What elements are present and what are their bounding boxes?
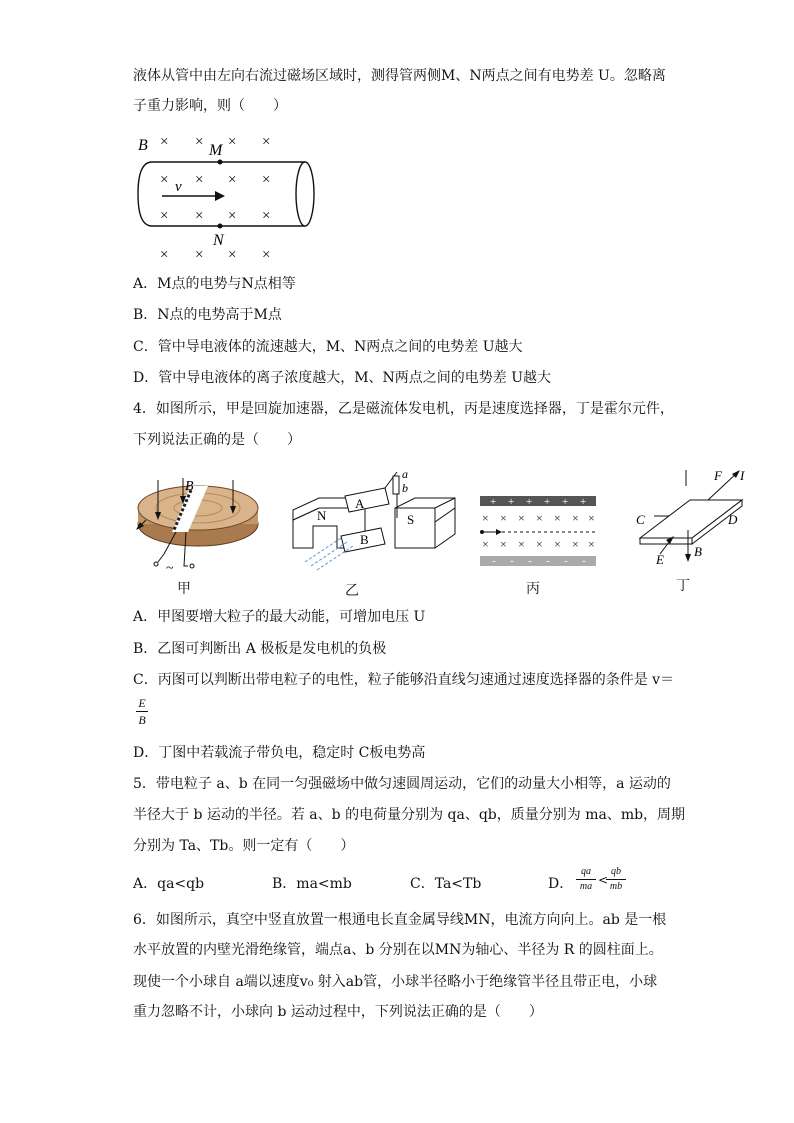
q3-stem-line1: 液体从管中由左向右流过磁场区域时，测得管两侧M、N两点之间有电势差 U。忽略离 [133, 68, 666, 84]
mhd-label-b-plate: B [360, 532, 369, 547]
svg-text:×: × [518, 537, 525, 551]
ma-denominator: ma [579, 881, 593, 892]
point-n-dot [218, 224, 223, 229]
q5-option-c: C．Ta<Tb [410, 876, 482, 892]
pipe-right-end [296, 162, 314, 226]
hall-label-d: D [728, 512, 738, 527]
svg-text:×: × [195, 172, 204, 188]
q6-stem-line3: 现使一个小球自 a端以速度v₀ 射入ab管，小球半径略小于绝缘管半径且带正电，小球 [133, 974, 658, 990]
svg-text:×: × [572, 537, 579, 551]
svg-text:×: × [228, 134, 237, 150]
hall-label-f: F [714, 468, 722, 483]
svg-text:+: + [580, 496, 587, 508]
svg-text:-: - [582, 555, 586, 567]
svg-text:×: × [572, 511, 579, 525]
caption-jia: 甲 [177, 581, 191, 597]
hall-label-b: B [694, 544, 702, 559]
qa-numerator: qa [581, 866, 591, 877]
svg-text:×: × [262, 134, 271, 150]
q3-option-b: B．N点的电势高于M点 [133, 307, 282, 323]
q6-stem-line4: 重力忽略不计，小球向 b 运动过程中，下列说法正确的是（ ） [133, 1004, 543, 1020]
mhd-label-b: b [402, 481, 408, 495]
caption-bing: 丙 [526, 581, 540, 597]
point-label-m: M [209, 142, 223, 159]
svg-text:×: × [536, 537, 543, 551]
mb-denominator: mb [609, 881, 623, 892]
mhd-label-s: S [407, 512, 415, 527]
svg-text:×: × [536, 511, 543, 525]
svg-text:×: × [482, 511, 489, 525]
svg-text:×: × [588, 537, 595, 551]
caption-yi: 乙 [345, 583, 359, 599]
field-label-b: B [138, 137, 148, 154]
q3-option-c: C．管中导电液体的流速越大，M、N两点之间的电势差 U越大 [133, 339, 523, 355]
svg-text:×: × [518, 511, 525, 525]
q5-option-d-right-fraction [606, 866, 626, 893]
svg-text:+: + [508, 496, 515, 508]
svg-text:×: × [195, 134, 204, 150]
svg-text:×: × [262, 208, 271, 224]
cyclotron-label-b: B [185, 479, 194, 494]
mhd-generator-figure [285, 462, 460, 574]
q5-stem-line3: 分别为 Ta、Tb。则一定有（ ） [133, 838, 355, 854]
q4-option-c-fraction [136, 696, 148, 727]
q3-option-d: D．管中导电液体的离子浓度越大，M、N两点之间的电势差 U越大 [133, 370, 552, 386]
q5-option-a: A．qa<qb [133, 876, 205, 892]
svg-text:×: × [228, 247, 237, 263]
svg-text:×: × [262, 247, 271, 263]
svg-text:×: × [195, 247, 204, 263]
svg-text:×: × [482, 537, 489, 551]
qb-numerator: qb [611, 866, 621, 877]
svg-text:×: × [554, 511, 561, 525]
svg-text:+: + [526, 496, 533, 508]
velocity-selector-figure [474, 492, 604, 572]
velocity-label-v: v [175, 179, 182, 195]
svg-text:-: - [564, 555, 568, 567]
point-m-dot [218, 160, 223, 165]
q4-option-c: C．丙图可以判断出带电粒子的电性，粒子能够沿直线匀速通过速度选择器的条件是 v＝ [133, 672, 675, 688]
svg-text:-: - [528, 555, 532, 567]
mhd-label-a-plate: A [355, 496, 365, 511]
cyclotron-label-tilde: ~ [166, 561, 174, 576]
svg-text:×: × [160, 134, 169, 150]
fraction-bar [576, 879, 596, 880]
fraction-numerator: E [138, 696, 146, 710]
svg-text:×: × [262, 172, 271, 188]
q4-stem-line2: 下列说法正确的是（ ） [133, 432, 301, 448]
q3-stem-line2: 子重力影响，则（ ） [133, 98, 287, 114]
svg-text:×: × [500, 537, 507, 551]
cyclotron-figure [128, 466, 268, 576]
svg-text:×: × [500, 511, 507, 525]
svg-text:×: × [195, 208, 204, 224]
svg-text:-: - [492, 555, 496, 567]
q3-option-a: A．M点的电势与N点相等 [133, 276, 296, 292]
q5-option-b: B．ma<mb [272, 876, 352, 892]
caption-ding: 丁 [676, 578, 690, 594]
fraction-denominator: B [138, 713, 146, 727]
point-label-n: N [213, 232, 224, 249]
svg-text:+: + [544, 496, 551, 508]
mhd-label-a: a [402, 467, 408, 481]
less-than-sign: < [598, 873, 609, 887]
bottom-plate [480, 556, 596, 566]
svg-text:+: + [562, 496, 569, 508]
svg-text:×: × [160, 172, 169, 188]
q5-stem-line2: 半径大于 b 运动的半径。若 a、b 的电荷量分别为 qa、qb，质量分别为 ma、mb，周期 [133, 807, 686, 823]
q4-option-a: A．甲图要增大粒子的最大动能，可增加电压 U [133, 609, 426, 625]
mhd-label-n: N [317, 508, 327, 523]
fraction-bar [136, 711, 148, 712]
q4-option-d: D．丁图中若载流子带负电，稳定时 C板电势高 [133, 745, 426, 761]
hall-label-e: E [656, 552, 664, 567]
top-plate [480, 496, 596, 506]
q6-stem-line1: 6．如图所示，真空中竖直放置一根通电长直金属导线MN，电流方向向上。ab 是一根 [133, 912, 667, 928]
svg-text:×: × [228, 208, 237, 224]
q5-option-d-left-fraction [576, 866, 596, 893]
fraction-bar [606, 879, 626, 880]
hall-label-i: I [740, 468, 745, 483]
q5-option-d-prefix: D． [548, 876, 574, 892]
q6-stem-line2: 水平放置的内壁光滑绝缘管，端点a、b 分别在以MN为轴心、半径为 R 的圆柱面上。 [133, 942, 663, 958]
svg-text:-: - [546, 555, 550, 567]
svg-text:×: × [160, 247, 169, 263]
q5-stem-line1: 5．带电粒子 a、b 在同一匀强磁场中做匀速圆周运动，它们的动量大小相等，a 运动的 [133, 776, 671, 792]
svg-text:×: × [588, 511, 595, 525]
svg-text:×: × [160, 208, 169, 224]
svg-text:-: - [510, 555, 514, 567]
pipe-magnetic-field-figure [130, 126, 330, 266]
q4-option-b: B．乙图可判断出 A 极板是发电机的负极 [133, 641, 387, 657]
svg-text:×: × [228, 172, 237, 188]
hall-label-c: C [636, 512, 645, 527]
svg-text:×: × [554, 537, 561, 551]
svg-text:+: + [490, 496, 497, 508]
q4-stem-line1: 4．如图所示，甲是回旋加速器，乙是磁流体发电机，丙是速度选择器，丁是霍尔元件， [133, 401, 674, 417]
hall-element-figure [630, 464, 755, 576]
